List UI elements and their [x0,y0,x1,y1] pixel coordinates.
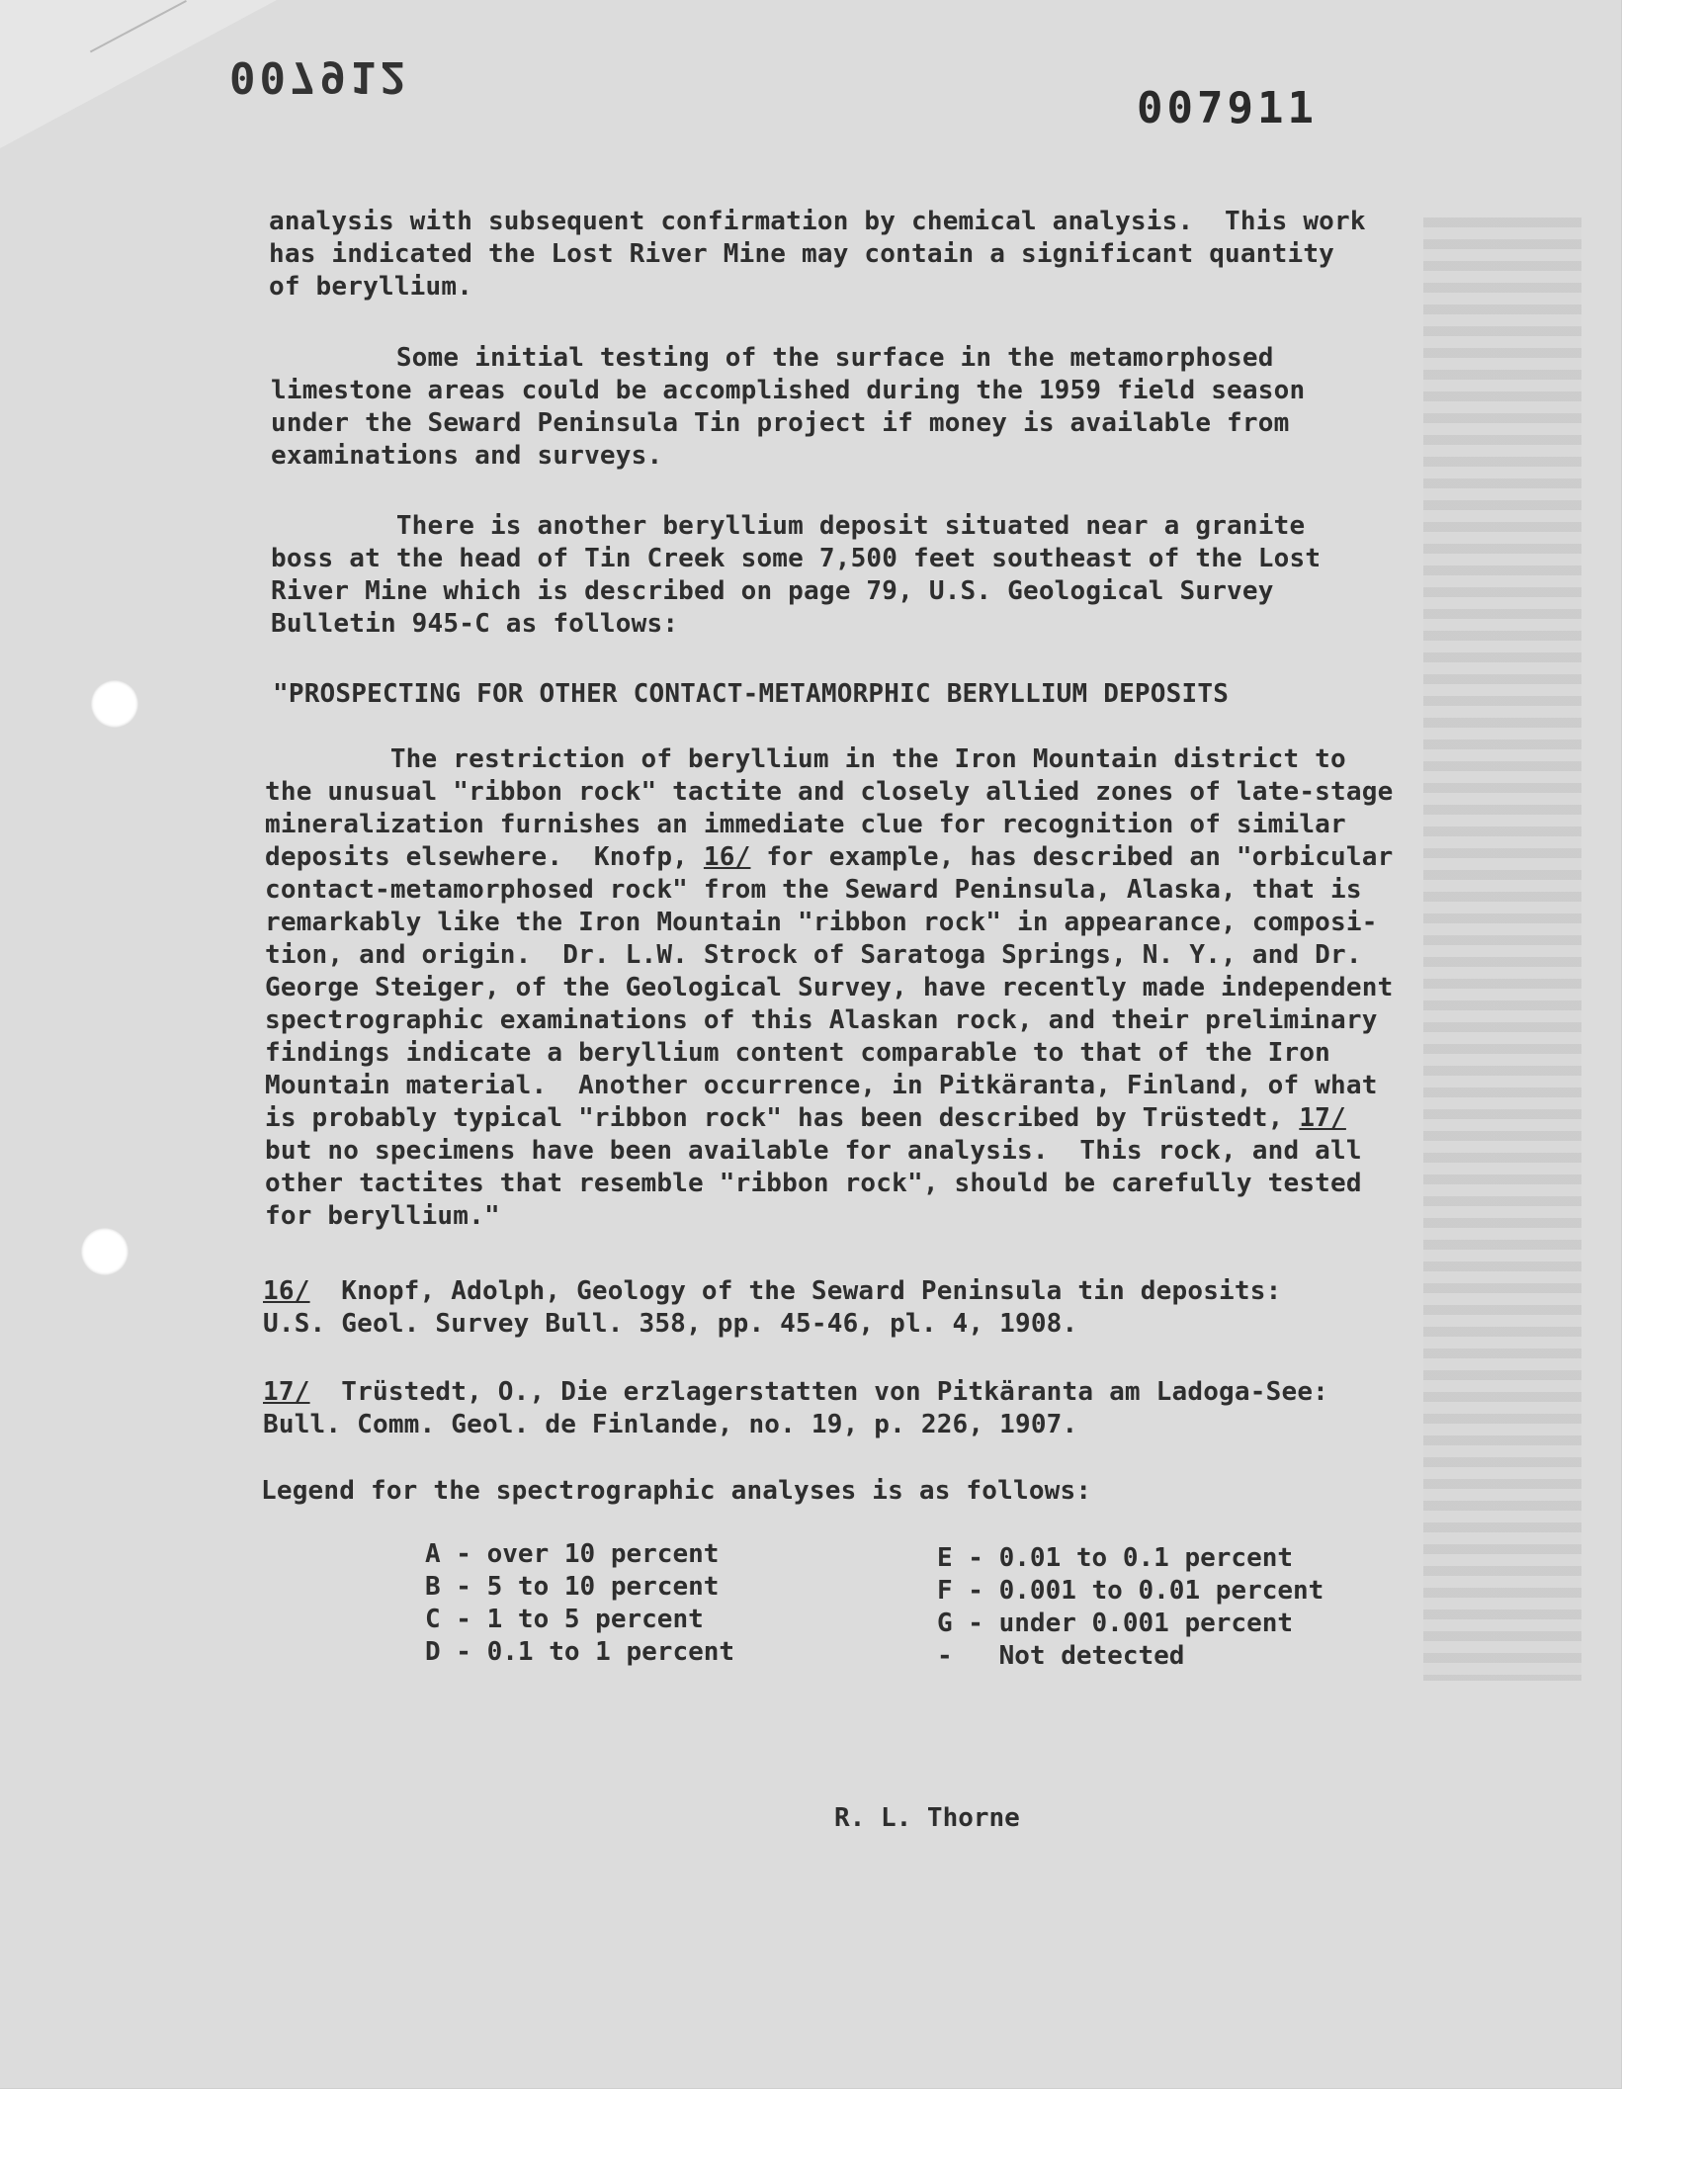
text-line: other tactites that resemble "ribbon rock", should be carefully tested [265,1169,1362,1198]
paragraph-another-deposit [271,510,1457,641]
paragraph-quotation [265,743,1451,1233]
text-line: under the Seward Peninsula Tin project if money is available from [271,408,1290,438]
legend-column-right [937,1542,1324,1673]
text-line: The restriction of beryllium in the Iron Mountain district to [265,744,1346,774]
footnote-marker: 16/ [263,1276,310,1306]
text-line: examinations and surveys. [271,441,663,471]
footnote-marker: 17/ [263,1377,310,1407]
legend-item: - Not detected [937,1641,1185,1671]
text-line: limestone areas could be accomplished during the 1959 field season [271,376,1306,405]
text-line: remarkably like the Iron Mountain "ribbon rock" in appearance, composi- [265,908,1378,937]
legend-item: F - 0.001 to 0.01 percent [937,1576,1324,1606]
stamp-number: 007911 [1137,83,1318,133]
legend-item: G - under 0.001 percent [937,1609,1294,1638]
legend-item: A - over 10 percent [425,1539,720,1569]
legend-item: B - 5 to 10 percent [425,1572,720,1602]
signature: R. L. Thorne [834,1803,1020,1833]
paragraph-analysis [269,206,1455,304]
quoted-heading: "PROSPECTING FOR OTHER CONTACT-METAMORPHIC BERYLLIUM DEPOSITS [273,679,1230,709]
text-line: spectrographic examinations of this Alaskan rock, and their preliminary [265,1005,1378,1035]
text-line: Bull. Comm. Geol. de Finlande, no. 19, p. 226, 1907. [263,1410,1078,1439]
paragraph-initial-testing [271,342,1457,473]
text-segment: Knopf, Adolph, Geology of the Seward Peninsula tin deposits: [309,1276,1282,1306]
text-line: boss at the head of Tin Creek some 7,500 feet southeast of the Lost [271,544,1322,573]
text-line: George Steiger, of the Geological Survey, have recently made independent [265,973,1394,1002]
text-line [265,841,1451,874]
text-line: River Mine which is described on page 79, U.S. Geological Survey [271,576,1274,606]
legend-item: C - 1 to 5 percent [425,1605,704,1634]
text-line: There is another beryllium deposit situated near a granite [271,511,1306,541]
footnote-17 [263,1376,1449,1441]
text-line: Mountain material. Another occurrence, in Pitkäranta, Finland, of what [265,1071,1378,1100]
stamp-number-mirrored: 007912 [229,51,410,102]
text-line [263,1275,1449,1308]
text-segment: for example, has described an "orbicular [750,842,1394,872]
text-line: U.S. Geol. Survey Bull. 358, pp. 45-46, pl. 4, 1908. [263,1309,1078,1339]
punch-hole-lower [81,1228,128,1275]
text-line: analysis with subsequent confirmation by chemical analysis. This work [269,207,1366,236]
text-line: mineralization furnishes an immediate clue for recognition of similar [265,810,1346,839]
text-line: has indicated the Lost River Mine may contain a significant quantity [269,239,1335,269]
text-line: contact-metamorphosed rock" from the Seward Peninsula, Alaska, that is [265,875,1362,905]
text-line [265,1102,1451,1135]
footnote-ref-16: 16/ [703,842,751,872]
legend-item: E - 0.01 to 0.1 percent [937,1543,1294,1573]
text-line: of beryllium. [269,272,473,302]
text-segment: deposits elsewhere. Knofp, [265,842,704,872]
legend-column-left [425,1538,734,1669]
text-line: the unusual "ribbon rock" tactite and closely allied zones of late-stage [265,777,1394,807]
footnote-16 [263,1275,1449,1341]
text-line: tion, and origin. Dr. L.W. Strock of Saratoga Springs, N. Y., and Dr. [265,940,1362,970]
text-line: but no specimens have been available for analysis. This rock, and all [265,1136,1362,1166]
text-line: findings indicate a beryllium content comparable to that of the Iron [265,1038,1331,1068]
text-line: Some initial testing of the surface in the metamorphosed [271,343,1274,373]
text-segment: Trüstedt, O., Die erzlagerstatten von Pitkäranta am Ladoga-See: [309,1377,1329,1407]
footnote-ref-17: 17/ [1299,1103,1346,1133]
legend-intro: Legend for the spectrographic analyses is as follows: [261,1476,1092,1506]
text-line [263,1376,1449,1409]
text-line: Bulletin 945-C as follows: [271,609,679,639]
punch-hole-upper [91,680,138,728]
text-segment: is probably typical "ribbon rock" has been described by Trüstedt, [265,1103,1300,1133]
text-line: for beryllium." [265,1201,500,1231]
legend-item: D - 0.1 to 1 percent [425,1637,735,1667]
